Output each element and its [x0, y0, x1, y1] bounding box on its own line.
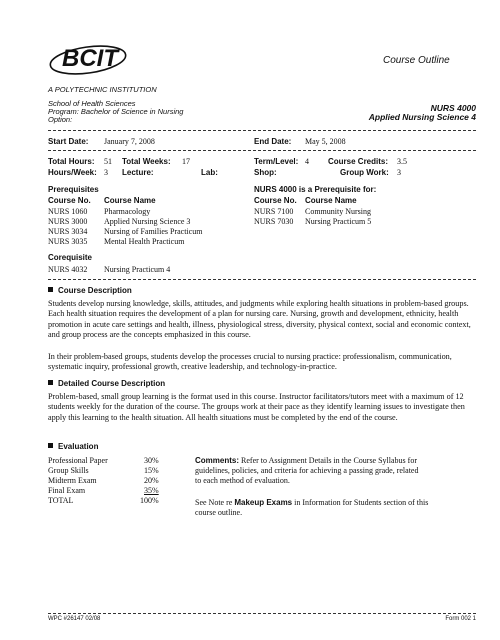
evaluation-item-label: Professional Paper: [48, 456, 108, 465]
corequisite-heading: Corequisite: [48, 253, 93, 262]
divider: [48, 279, 476, 280]
course-credits-value: 3.5: [397, 157, 407, 166]
end-date-value: May 5, 2008: [305, 137, 346, 146]
note-line2: course outline.: [195, 508, 243, 517]
evaluation-item-value: 35%: [144, 486, 159, 495]
course-description-paragraph: Students develop nursing knowledge, skills, attitudes, and judgments while exploring health situations in problem-based groups. Each health situation requires the development of a plan for nursing care. Nursing, growth and development, ethnicity, health promotion in acute care settings and health, illness, physiological stress, diversity, physical context, social and economic context, and group process are the concepts emphasized in this course.: [48, 299, 471, 340]
institution-tagline: A POLYTECHNIC INSTITUTION: [48, 85, 157, 94]
evaluation-comments: [195, 456, 418, 486]
option-line: Option:: [48, 115, 73, 124]
course-code: NURS 4000: [430, 103, 476, 113]
course-description-heading: [48, 286, 132, 295]
prerequisites-heading: Prerequisites: [48, 185, 99, 194]
prereq-no: NURS 3035: [48, 237, 88, 246]
course-title: Applied Nursing Science 4: [368, 112, 476, 122]
prereq-no: NURS 3000: [48, 217, 88, 226]
prereq-name: Applied Nursing Science 3: [104, 217, 191, 226]
total-hours-value: 51: [104, 157, 112, 166]
corequisite-name: Nursing Practicum 4: [104, 265, 171, 274]
evaluation-total-label: TOTAL: [48, 496, 74, 505]
note-post: in Information for Students section of this: [292, 498, 429, 507]
evaluation-item-value: 20%: [144, 476, 159, 485]
corequisite-no: NURS 4032: [48, 265, 88, 274]
bullet-icon: [48, 287, 53, 292]
prereq-name: Pharmacology: [104, 207, 151, 216]
divider: [48, 130, 476, 131]
group-work-label: Group Work:: [340, 168, 389, 177]
program-line: Program: Bachelor of Science in Nursing: [48, 107, 184, 116]
divider: [48, 150, 476, 151]
bullet-icon: [48, 443, 53, 448]
evaluation-item-label: Group Skills: [48, 466, 89, 475]
total-weeks-label: Total Weeks:: [122, 157, 171, 166]
bcit-logo-swoosh: [48, 36, 130, 80]
total-hours-label: Total Hours:: [48, 157, 95, 166]
group-work-value: 3: [397, 168, 401, 177]
course-description-paragraph: In their problem-based groups, students develop the processes crucial to nursing practice: professionalism, communication, systematic inquiry, professional growth, creative leadership, and technology-in-practice.: [48, 352, 452, 372]
prereq-for-col-name: Course Name: [305, 196, 357, 205]
evaluation-heading: [48, 442, 98, 451]
comments-text: Refer to Assignment Details in the Course Syllabus for: [241, 456, 417, 465]
evaluation-item-label: Final Exam: [48, 486, 86, 495]
note-makeup-exams: Makeup Exams: [234, 498, 293, 507]
end-date-label: End Date:: [254, 137, 292, 146]
evaluation-total-value: 100%: [140, 496, 159, 505]
comments-text: guidelines, policies, and criteria for achieving a passing grade, related: [195, 466, 419, 475]
prereq-for-heading: NURS 4000 is a Prerequisite for:: [254, 185, 377, 194]
comments-label: Comments:: [195, 456, 240, 465]
lecture-label: Lecture:: [122, 168, 154, 177]
course-description-title: Course Description: [58, 286, 132, 295]
prereq-for-name: Nursing Practicum 5: [305, 217, 372, 226]
prereq-col-name: Course Name: [104, 196, 156, 205]
detailed-description-paragraph: Problem-based, small group learning is the format used in this course. Instructor facilitators/tutors meet with a maximum of 12 students weekly for the duration of the course. The groups work at their pace as they identify learning issues to investigate then apply this learning to the health situation. All health situations must be completed by the end of the course.: [48, 392, 465, 422]
start-date-value: January 7, 2008: [104, 137, 155, 146]
prereq-for-name: Community Nursing: [305, 207, 372, 216]
evaluation-item-value: 15%: [144, 466, 159, 475]
footer-left: WPC #26147 02/08: [48, 616, 101, 622]
logo-text: BCIT: [62, 45, 118, 72]
term-level-value: 4: [305, 157, 309, 166]
term-level-label: Term/Level:: [254, 157, 299, 166]
prereq-col-no: Course No.: [48, 196, 91, 205]
footer-right: Form 002 1: [445, 616, 476, 622]
footer-divider: [48, 613, 476, 614]
prereq-name: Nursing of Families Practicum: [104, 227, 203, 236]
evaluation-title: Evaluation: [58, 442, 99, 451]
course-credits-label: Course Credits:: [328, 157, 389, 166]
detailed-description-title: Detailed Course Description: [58, 379, 166, 388]
prereq-no: NURS 1060: [48, 207, 88, 216]
detailed-description-heading: [48, 379, 165, 388]
note-pre: See Note re: [195, 498, 235, 507]
total-weeks-value: 17: [182, 157, 190, 166]
evaluation-item-value: 30%: [144, 456, 159, 465]
prereq-for-col-no: Course No.: [254, 196, 297, 205]
bullet-icon: [48, 380, 53, 385]
prereq-for-no: NURS 7100: [254, 207, 294, 216]
makeup-note: [195, 498, 428, 518]
lab-label: Lab:: [201, 168, 218, 177]
evaluation-item-label: Midterm Exam: [48, 476, 97, 485]
comments-text: to each method of evaluation.: [195, 476, 290, 485]
hours-week-value: 3: [104, 168, 108, 177]
prereq-no: NURS 3034: [48, 227, 88, 236]
bcit-logo: [48, 36, 130, 80]
prereq-for-no: NURS 7030: [254, 217, 294, 226]
prereq-name: Mental Health Practicum: [104, 237, 185, 246]
doc-type: Course Outline: [383, 55, 450, 66]
hours-week-label: Hours/Week:: [48, 168, 97, 177]
school-line: School of Health Sciences: [48, 99, 136, 108]
shop-label: Shop:: [254, 168, 277, 177]
start-date-label: Start Date:: [48, 137, 89, 146]
